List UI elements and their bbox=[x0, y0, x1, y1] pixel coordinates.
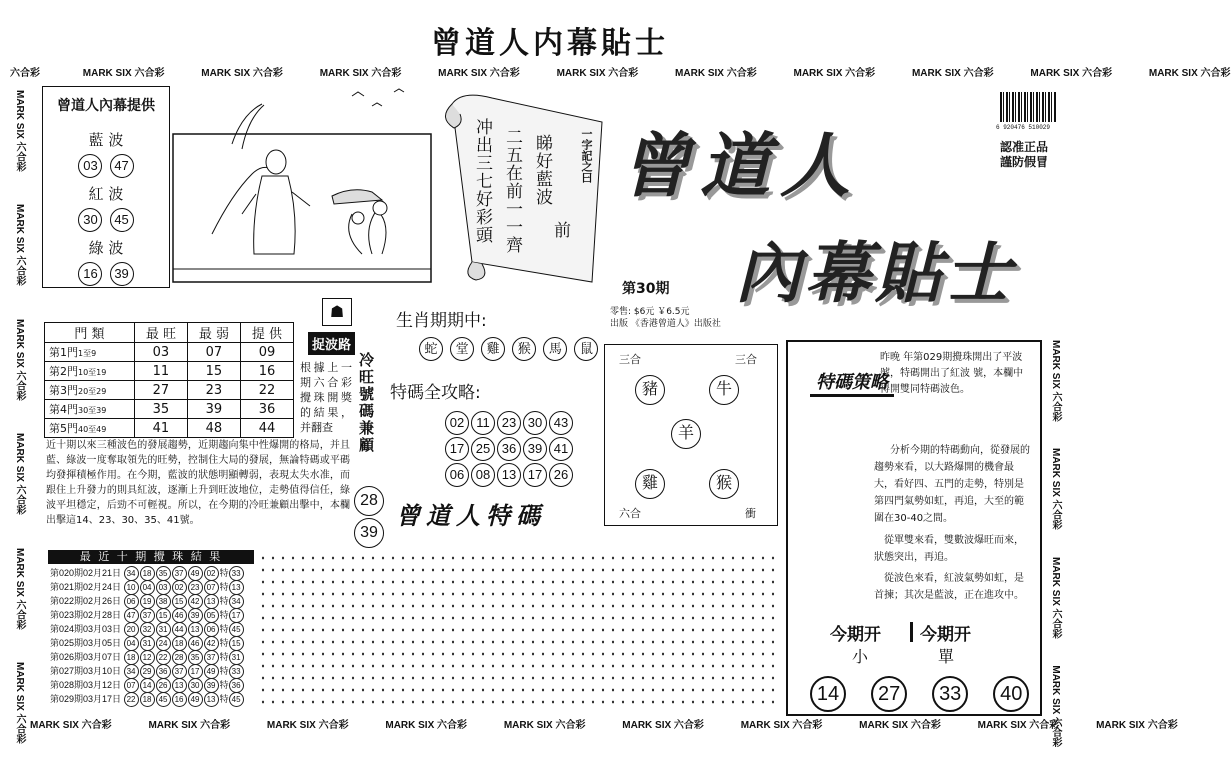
sanhe-tl: 三合 bbox=[619, 353, 641, 366]
col-header: 最 弱 bbox=[187, 323, 240, 343]
strategy-p4: 從波色來看，紅波氣勢如虹，是首揀；其次是藍波，正在進攻中。 bbox=[874, 573, 1024, 601]
blue-wave-nums bbox=[43, 153, 169, 179]
wave-box-title: 曾道人內幕提供 bbox=[57, 98, 155, 114]
ball: 13 bbox=[497, 463, 521, 487]
zodiac-item: 馬 bbox=[543, 337, 567, 361]
ball: 25 bbox=[471, 437, 495, 461]
page-title: 曾道人内幕貼士 bbox=[431, 26, 669, 61]
strategy-p3: 從單雙來看，雙數波爆旺而來，狀態突出，再追。 bbox=[874, 535, 1024, 563]
ball: 23 bbox=[497, 411, 521, 435]
certified-line2: 謹防假冒 bbox=[1000, 155, 1049, 169]
sanhe-br: 衝 bbox=[745, 507, 756, 520]
table-row: 第028期03月12日 07 14 26 13 30 39 特 36 bbox=[50, 678, 245, 692]
ball: 39 bbox=[523, 437, 547, 461]
ball: 39 bbox=[110, 262, 134, 286]
certified-line1: 認准正品 bbox=[1000, 140, 1049, 154]
table-row: 第029期03月17日 22 18 45 16 49 13 特 45 bbox=[50, 692, 245, 706]
ball: 41 bbox=[549, 437, 573, 461]
brand-strip-left: MARK SIX 六合彩 MARK SIX 六合彩 MARK SIX 六合彩 MARK SIX 六合彩 MARK SIX 六合彩 MARK SIX 六合彩 bbox=[14, 90, 25, 744]
catch-wave-side: 冷旺號碼兼顧 bbox=[357, 352, 375, 454]
scroll-end-text: 前 bbox=[554, 221, 571, 241]
catch-wave-text: 根據上一期六合彩攪珠開獎的結果，并翻查 bbox=[300, 361, 352, 434]
ball: 03 bbox=[78, 154, 102, 178]
ball: 11 bbox=[471, 411, 495, 435]
final-nums bbox=[810, 676, 1029, 712]
history-title: 最 近 十 期 攪 珠 結 果 bbox=[48, 550, 254, 564]
ball: 14 bbox=[810, 676, 846, 712]
ball: 02 bbox=[445, 411, 469, 435]
zodiac-pig: 豬 bbox=[635, 375, 665, 405]
zodiac-item: 雞 bbox=[481, 337, 505, 361]
ball: 17 bbox=[523, 463, 547, 487]
ball: 36 bbox=[497, 437, 521, 461]
zodiac-item: 堂 bbox=[450, 337, 474, 361]
special-attack-title: 特碼全攻略: bbox=[390, 383, 481, 403]
table-row: 第2門10至19 11 15 16 bbox=[45, 362, 294, 381]
history-dot-grid bbox=[258, 552, 780, 708]
main-title-line1: 曾道人 bbox=[620, 124, 860, 207]
scroll-line2: 二五在前一一齊 bbox=[502, 128, 522, 254]
ball: 30 bbox=[78, 208, 102, 232]
special-attack-grid bbox=[444, 410, 574, 488]
barcode-number: 6 920476 510029 bbox=[996, 124, 1051, 131]
table-row: 第022期02月26日 06 19 38 15 42 13 特 34 bbox=[50, 594, 245, 608]
zodiac-goat: 羊 bbox=[671, 419, 701, 449]
scroll-line3: 冲出三七好彩頭 bbox=[472, 118, 492, 244]
table-row: 第027期03月10日 34 29 36 37 17 49 特 33 bbox=[50, 664, 245, 678]
door-table bbox=[44, 322, 294, 438]
small-label: 小 bbox=[852, 647, 869, 666]
ball: 39 bbox=[354, 518, 384, 548]
ball: 47 bbox=[110, 154, 134, 178]
single-label: 單 bbox=[938, 647, 955, 666]
ball: 45 bbox=[110, 208, 134, 232]
ball: 43 bbox=[549, 411, 573, 435]
table-row: 第023期02月28日 47 37 15 46 39 05 特 17 bbox=[50, 608, 245, 622]
table-row: 第3門20至29 27 23 22 bbox=[45, 381, 294, 400]
catch-wave-icon: ☗ bbox=[322, 298, 352, 326]
zodiac-item: 猴 bbox=[512, 337, 536, 361]
ball: 28 bbox=[354, 486, 384, 516]
table-row: 第021期02月24日 10 04 03 02 23 07 特 13 bbox=[50, 580, 245, 594]
scroll-line1: 睇好藍波 bbox=[532, 134, 552, 206]
zodiac-title: 生肖期期中: bbox=[396, 311, 487, 331]
zodiac-item: 蛇 bbox=[419, 337, 443, 361]
zodiac-ox: 牛 bbox=[709, 375, 739, 405]
main-title-line2: 內幕貼士 bbox=[735, 234, 1015, 312]
issue-price: 零售: $6元 ￥6.5元 bbox=[610, 307, 690, 317]
open-left: 今期开 bbox=[830, 625, 881, 645]
table-row: 第1門1至9 03 07 09 bbox=[45, 343, 294, 362]
sanhe-bl: 六合 bbox=[619, 507, 641, 520]
col-header: 門 類 bbox=[45, 323, 135, 343]
wave-box bbox=[42, 86, 170, 288]
zodiac-item: 鼠 bbox=[574, 337, 598, 361]
brand-strip-right: MARK SIX 六合彩 MARK SIX 六合彩 MARK SIX 六合彩 MARK SIX 六合彩 bbox=[1050, 340, 1061, 748]
strategy-p1: 昨晚 年第029期攪珠開出了平波 號，特碼開出了紅波 號，本欄中得開雙同特碼波色。 bbox=[880, 352, 1024, 395]
col-header: 提 供 bbox=[240, 323, 293, 343]
ball: 08 bbox=[471, 463, 495, 487]
table-row: 第024期03月03日 20 32 31 44 13 06 特 45 bbox=[50, 622, 245, 636]
green-wave-label: 綠 波 bbox=[88, 239, 124, 257]
strategy-p2: 分析今期的特碼動向，從發展的趨勢來看，以大路爆開的機會最大，看好四、五門的走勢，特別是第四門氣勢如虹，再追，大至的範圍在30-40之間。 bbox=[874, 445, 1030, 524]
strategy-title: 特碼策略 bbox=[810, 368, 894, 397]
issue-publisher: 出版 《香港曾道人》出版社 bbox=[610, 319, 721, 329]
ball: 30 bbox=[523, 411, 547, 435]
col-header: 最 旺 bbox=[134, 323, 187, 343]
ball: 33 bbox=[932, 676, 968, 712]
red-wave-label: 紅 波 bbox=[88, 185, 124, 203]
scholar-illustration bbox=[172, 84, 432, 284]
table-row: 第020期02月21日 34 18 35 37 49 02 特 33 bbox=[50, 566, 245, 580]
analysis-paragraph: 近十期以來三種波色的發展趨勢，近期趨向集中性爆開的格局，并且藍、綠波一度奪取領先的旺勢，控制住大局的發展，無論特碼或平碼均發揮積極作用。在今期，藍波的狀態明顯轉弱，表現太失水准，而跟住上升發力的則具紅波，逐漸上升到旺波地位，走勢值得信任，綠波平坦穩定，后勁不可輕視。所以，在今期的冷旺兼顧出擊中，本欄出擊這14、23、30、35、41號。 bbox=[46, 440, 350, 526]
issue-number: 第30期 bbox=[622, 281, 670, 297]
zodiac-monkey: 猴 bbox=[709, 469, 739, 499]
signature: 曾道人特碼 bbox=[396, 501, 546, 530]
table-row: 第026期03月07日 18 12 22 28 35 37 特 31 bbox=[50, 650, 245, 664]
brand-sub: 六合彩 bbox=[10, 68, 40, 79]
scroll-side-text: 一字記之曰 bbox=[580, 128, 593, 183]
table-row: 第5門40至49 41 48 44 bbox=[45, 419, 294, 438]
zodiac-list bbox=[418, 336, 599, 362]
open-divider bbox=[910, 622, 913, 642]
open-right: 今期开 bbox=[920, 625, 971, 645]
red-wave-nums bbox=[43, 207, 169, 233]
table-row: 第4門30至39 35 39 36 bbox=[45, 400, 294, 419]
barcode bbox=[1000, 92, 1056, 122]
zodiac-rooster: 雞 bbox=[635, 469, 665, 499]
sanhe-box bbox=[604, 344, 778, 526]
catch-wave-label: 捉波路 bbox=[308, 332, 355, 355]
ball: 06 bbox=[445, 463, 469, 487]
ball: 40 bbox=[993, 676, 1029, 712]
ball: 26 bbox=[549, 463, 573, 487]
blue-wave-label: 藍 波 bbox=[88, 131, 124, 149]
strategy-box bbox=[786, 340, 1042, 716]
green-wave-nums bbox=[43, 261, 169, 287]
brand-strip-bottom: MARK SIX 六合彩 MARK SIX 六合彩 MARK SIX 六合彩 MARK SIX 六合彩 MARK SIX 六合彩 MARK SIX 六合彩 MARK SIX 六合彩 MARK SIX 六合彩 MARK SIX 六合彩 MARK SIX 六合彩 bbox=[30, 720, 1178, 731]
ball: 17 bbox=[445, 437, 469, 461]
table-row: 第025期03月05日 04 31 24 18 46 42 特 15 bbox=[50, 636, 245, 650]
brand-strip-top: 六合彩 MARK SIX 六合彩 MARK SIX 六合彩 MARK SIX 六合彩 MARK SIX 六合彩 MARK SIX 六合彩 MARK SIX 六合彩 MARK SIX 六合彩 MARK SIX 六合彩 MARK SIX 六合彩 MARK SIX 六合彩 bbox=[10, 68, 1231, 79]
ball: 16 bbox=[78, 262, 102, 286]
sanhe-tr: 三合 bbox=[735, 353, 757, 366]
ball: 27 bbox=[871, 676, 907, 712]
